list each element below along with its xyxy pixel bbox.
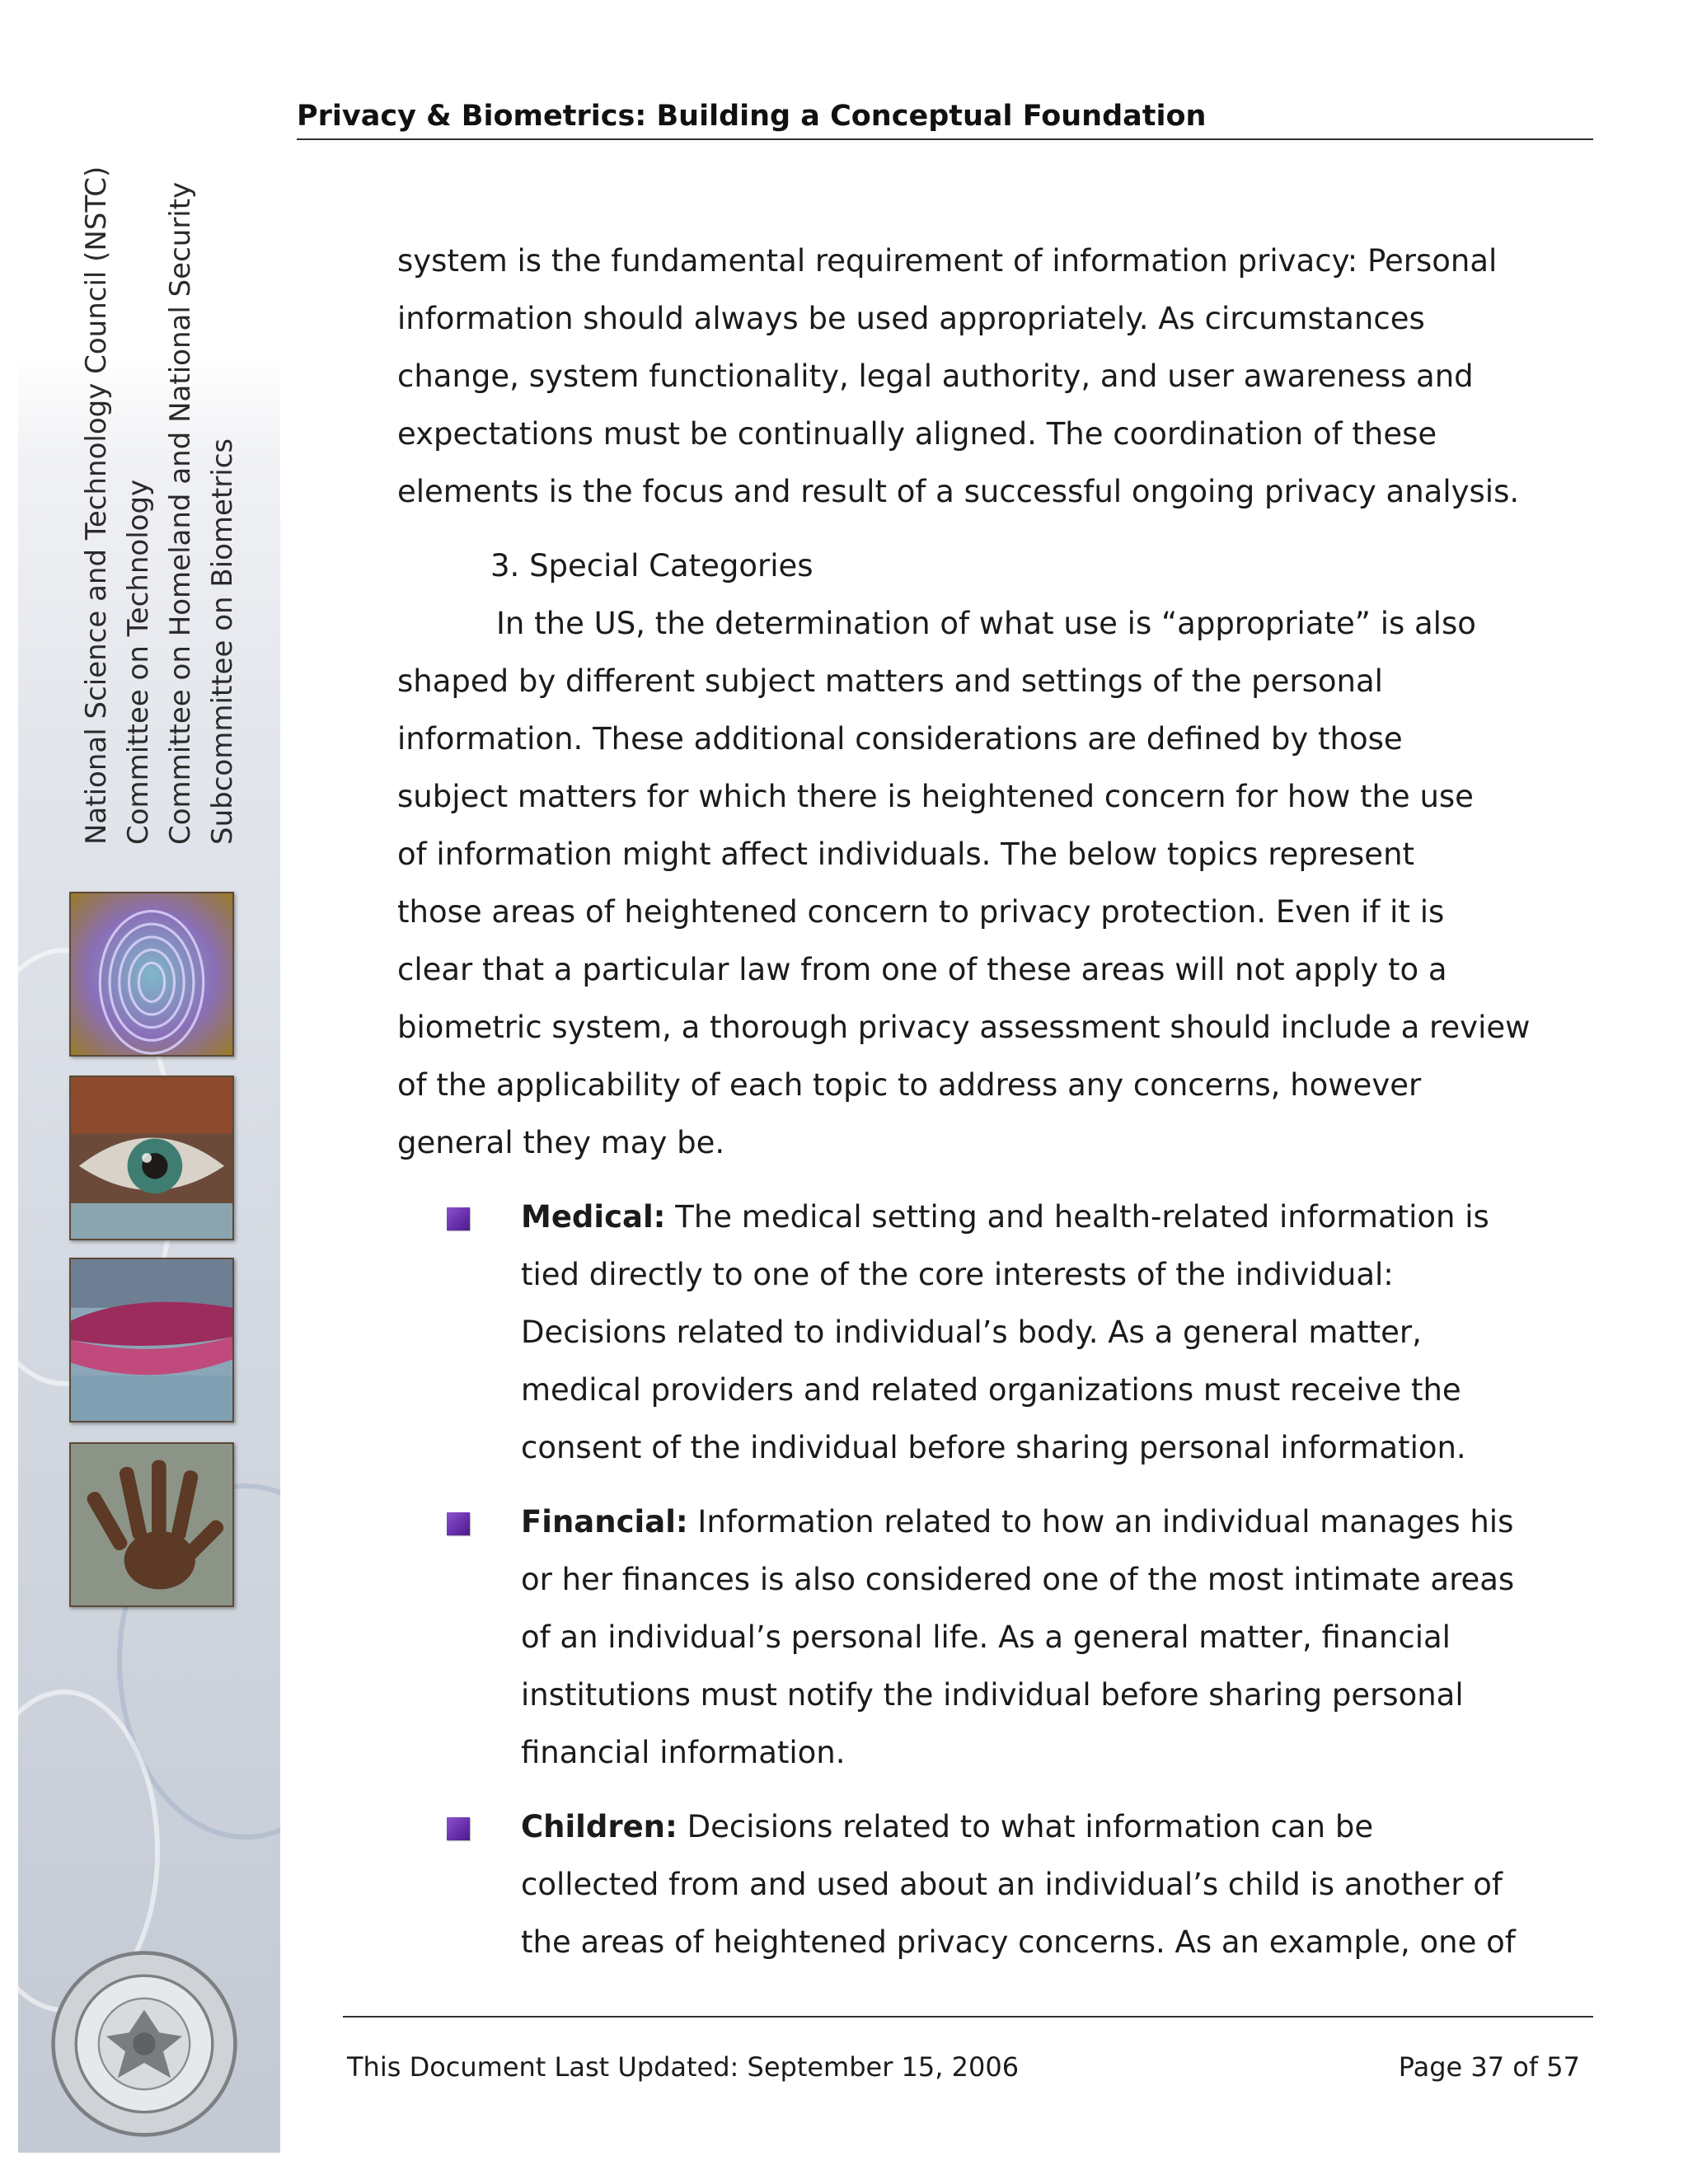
special-categories-list [397,1188,1516,1971]
paragraph-line: of the applicability of each topic to address any concerns, however [397,1067,1422,1103]
paragraph-line: change, system functionality, legal authority, and user awareness and [397,359,1474,394]
paragraph-line: general they may be. [397,1125,725,1160]
paragraph-line: information. These additional considerations are defined by those [397,721,1403,757]
paragraph-line: Decisions related to individual’s body. As a general matter, [521,1315,1422,1350]
hand-image [69,1442,234,1607]
paragraph-line: subject matters for which there is heightened concern for how the use [397,779,1474,814]
bullet-text: Information related to how an individual manages his [687,1504,1514,1540]
paragraph-line: of an individual’s personal life. As a general matter, financial [521,1619,1451,1655]
paragraph-line: information should always be used appropriately. As circumstances [397,301,1425,336]
fingerprint-image [69,892,234,1057]
list-item-medical [397,1188,1510,1477]
paragraph-line: consent of the individual before sharing personal information. [521,1430,1466,1465]
paragraph-line: institutions must notify the individual before sharing personal [521,1677,1464,1713]
paragraph-line: collected from and used about an individual’s child is another of [521,1867,1503,1902]
section-paragraph [397,595,1531,1172]
document-body [397,232,1531,1971]
bullet-term: Financial: [521,1504,688,1540]
paragraph-line: In the US, the determination of what use is “appropriate” is also [496,606,1476,641]
page-title: Privacy & Biometrics: Building a Conceptual Foundation [297,100,1207,133]
paragraph-line: or her finances is also considered one of the most intimate areas [521,1562,1515,1597]
last-updated: This Document Last Updated: September 15, 2006 [347,2051,1020,2083]
square-bullet-icon [447,1817,470,1840]
page-header [297,97,1593,140]
paragraph-line: tied directly to one of the core interests of the individual: [521,1257,1394,1292]
page-number: Page 37 of 57 [1398,2051,1580,2083]
footer-divider [343,2016,1593,2018]
paragraph-line: elements is the focus and result of a successful ongoing privacy analysis. [397,474,1520,509]
bullet-term: Medical: [521,1199,666,1235]
sidebar-titles [76,166,244,845]
paragraph-line: shaped by different subject matters and settings of the personal [397,663,1383,699]
sidebar-title-biometrics: Subcommittee on Biometrics [206,438,239,845]
paragraph-line: of information might affect individuals. The below topics represent [397,837,1415,872]
sidebar-title-homeland: Committee on Homeland and National Security [164,181,197,845]
paragraph-line: medical providers and related organizations must receive the [521,1372,1461,1408]
paragraph-line: the areas of heightened privacy concerns. As an example, one of [521,1924,1516,1960]
lips-image [69,1258,234,1422]
paragraph-line: system is the fundamental requirement of information privacy: Personal [397,243,1498,279]
paragraph-line: expectations must be continually aligned. The coordination of these [397,416,1437,452]
bullet-text: Decisions related to what information can be [677,1809,1374,1844]
bullet-text: The medical setting and health-related information is [665,1199,1489,1235]
intro-paragraph [397,232,1520,521]
sidebar-title-nstc: National Science and Technology Council (NSTC) [80,166,113,845]
square-bullet-icon [447,1512,470,1535]
paragraph-line: biometric system, a thorough privacy assessment should include a review [397,1010,1531,1045]
sidebar-title-technology: Committee on Technology [122,479,155,845]
executive-office-seal-icon [49,1949,239,2139]
section-heading: 3. Special Categories [490,548,814,583]
paragraph-line: financial information. [521,1735,846,1770]
eye-image [69,1076,234,1240]
bullet-term: Children: [521,1809,678,1844]
paragraph-line: those areas of heightened concern to privacy protection. Even if it is [397,894,1445,930]
square-bullet-icon [447,1207,470,1230]
paragraph-line: clear that a particular law from one of these areas will not apply to a [397,952,1447,987]
list-item-children [397,1798,1516,1971]
list-item-financial [397,1493,1515,1782]
